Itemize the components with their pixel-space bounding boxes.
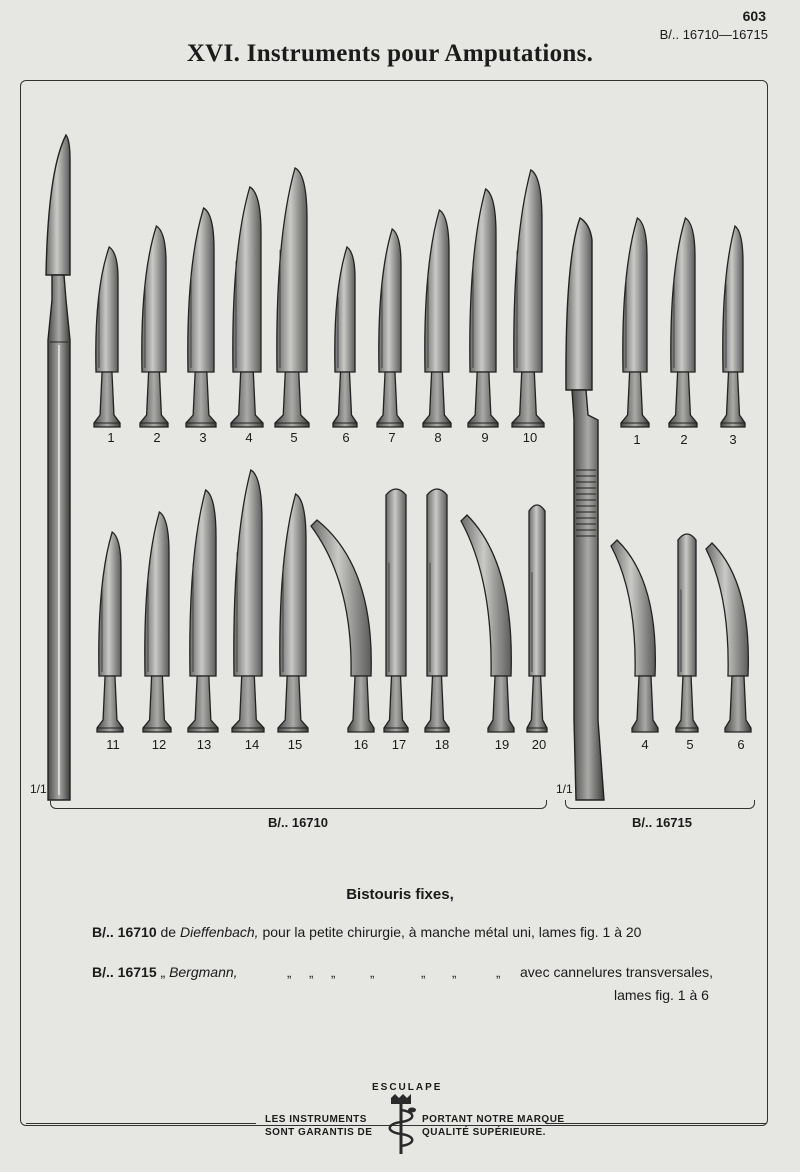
scalpel-handle	[231, 372, 263, 427]
fig-label: 6	[342, 430, 350, 445]
fig-label: 3	[729, 432, 737, 447]
fig-label: 5	[290, 430, 298, 445]
scalpel-handle	[94, 372, 120, 427]
fig-label: 17	[391, 737, 407, 752]
description-text: pour la petite chirurgie, à manche métal uni, lames fig. 1 à 20	[262, 924, 642, 940]
scalpel-handle	[468, 372, 498, 427]
fig-label: 1	[633, 432, 641, 447]
ditto-mark: „	[331, 965, 336, 980]
scalpel-blade	[514, 170, 542, 372]
footer-guarantee-left: LES INSTRUMENTS SONT GARANTIS DE	[265, 1114, 373, 1138]
bergmann-knife-blade	[566, 218, 592, 390]
scalpel-handle	[512, 372, 544, 427]
catalog-code: B/.. 16715	[92, 964, 157, 980]
scalpel-blade	[188, 208, 214, 372]
footer-rule-right	[548, 1123, 766, 1124]
catalog-range: B/.. 16710—16715	[659, 27, 768, 42]
fig-label: 4	[641, 737, 649, 752]
scalpel-handle	[377, 372, 403, 427]
scalpel-handle	[488, 676, 514, 732]
scalpel-blade	[233, 187, 261, 372]
fig-label: 1	[107, 430, 115, 445]
esculape-trademark-icon	[376, 1094, 426, 1156]
scalpel-handle	[143, 676, 171, 732]
bergmann-knife-handle	[572, 390, 604, 800]
scalpel-blade	[142, 226, 166, 372]
scalpel-handle	[527, 676, 547, 732]
fig-label: 13	[196, 737, 212, 752]
scalpel-handle	[140, 372, 168, 427]
curved-blade	[706, 543, 748, 676]
group-bracket-16710	[50, 800, 547, 809]
scalpel-handle	[721, 372, 745, 427]
scalpel-blade	[425, 210, 449, 372]
page-title: XVI. Instruments pour Amputations.	[186, 40, 594, 67]
scalpel-blade	[623, 218, 647, 372]
fig-label: 19	[494, 737, 510, 752]
footer-guarantee-right: PORTANT NOTRE MARQUE QUALITÉ SUPÉRIEURE.	[422, 1114, 565, 1138]
ditto-mark: „	[496, 965, 501, 980]
ditto-mark: „	[452, 965, 457, 980]
description-text-16715-cont: lames fig. 1 à 6	[614, 987, 709, 1003]
scalpel-handle	[278, 676, 308, 732]
fig-label: 10	[522, 430, 538, 445]
author-name: Bergmann,	[169, 964, 238, 980]
fig-label: 11	[106, 737, 120, 752]
fig-label: 3	[199, 430, 207, 445]
fig-label: 18	[434, 737, 450, 752]
scale-label: 1/1	[556, 782, 573, 796]
scalpel-handle	[232, 676, 264, 732]
fig-label: 15	[287, 737, 303, 752]
ditto-mark: „	[287, 965, 292, 980]
scalpel-handle	[423, 372, 451, 427]
catalog-code: B/.. 16710	[92, 924, 157, 940]
ditto-mark: „	[421, 965, 426, 980]
description-prefix: de	[160, 924, 177, 940]
author-name: Dieffenbach,	[179, 924, 259, 940]
description-item-16715	[92, 964, 238, 980]
fig-label: 9	[481, 430, 489, 445]
scalpel-handle	[669, 372, 697, 427]
ditto-mark: „	[370, 965, 375, 980]
description-item-16710	[92, 924, 641, 940]
fig-label: 2	[153, 430, 161, 445]
scalpel-handle	[348, 676, 374, 732]
scalpel-handle	[384, 676, 408, 732]
fig-label: 12	[151, 737, 167, 752]
scalpel-handle	[97, 676, 123, 732]
fig-label: 6	[737, 737, 745, 752]
group-label-16710: B/.. 16710	[268, 815, 328, 830]
scalpel-blade	[280, 494, 306, 676]
fig-label: 14	[244, 737, 260, 752]
scalpel-handle	[425, 676, 449, 732]
footer-rule-left	[26, 1123, 256, 1124]
fig-label: 5	[686, 737, 694, 752]
fig-label: 2	[680, 432, 688, 447]
scalpel-blade	[277, 168, 307, 372]
fig-label: 20	[531, 737, 547, 752]
brand-name: ESCULAPE	[372, 1082, 443, 1093]
scalpel-blade	[470, 189, 496, 372]
description-prefix: „	[160, 964, 166, 980]
scalpel-handle	[333, 372, 357, 427]
scalpel-blade	[190, 490, 216, 676]
curved-blade	[311, 520, 371, 676]
curved-blade	[611, 540, 655, 676]
fig-label: 16	[353, 737, 369, 752]
group-label-16715: B/.. 16715	[632, 815, 692, 830]
scalpel-handle	[676, 676, 698, 732]
scalpel-handle	[621, 372, 649, 427]
scale-label: 1/1	[30, 782, 47, 796]
scalpel-handle	[275, 372, 309, 427]
fig-label: 8	[434, 430, 442, 445]
description-text-16715: avec cannelures transversales,	[520, 964, 713, 980]
scalpel-blade	[529, 505, 545, 676]
section-heading: Bistouris fixes,	[346, 886, 454, 903]
scalpel-handle	[188, 676, 218, 732]
scalpel-blade	[145, 512, 169, 676]
scalpel-handle	[632, 676, 658, 732]
scalpel-blade	[671, 218, 695, 372]
group-bracket-16715	[565, 800, 755, 809]
fig-label: 4	[245, 430, 253, 445]
amputation-knife-blade	[46, 135, 70, 275]
scalpel-handle	[186, 372, 216, 427]
page-number: 603	[742, 8, 766, 24]
scalpel-handle	[725, 676, 751, 732]
fig-label: 7	[388, 430, 396, 445]
curved-blade	[461, 515, 511, 676]
scalpel-blade	[234, 470, 262, 676]
ditto-mark: „	[309, 965, 314, 980]
